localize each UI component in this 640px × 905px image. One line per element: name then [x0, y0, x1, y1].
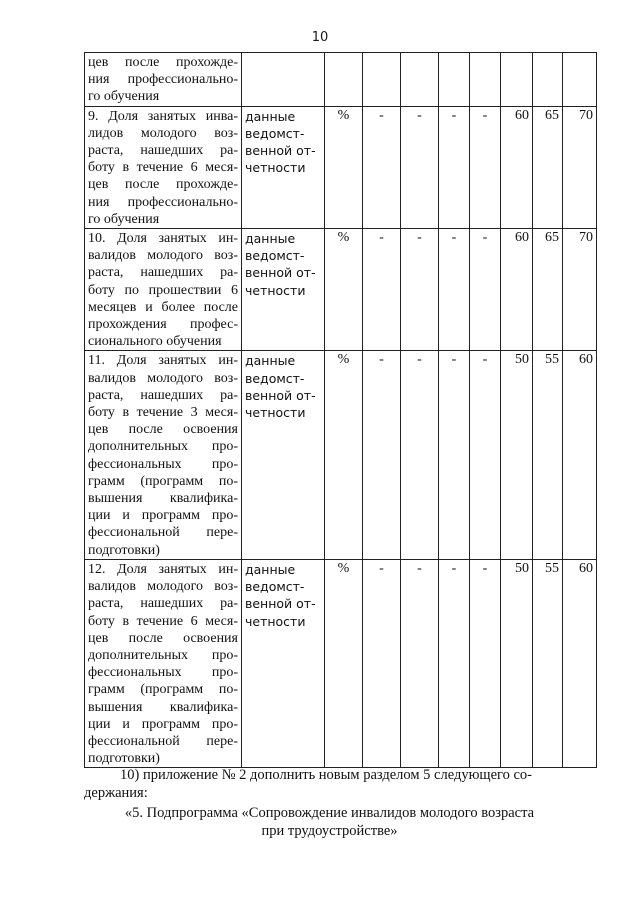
section-heading-line-1: «5. Подпрограмма «Сопровождение инвалидов молодого возраста: [124, 805, 535, 821]
dash-cell: -: [439, 229, 470, 351]
table-row: [85, 229, 597, 351]
source-cell: [242, 106, 325, 228]
dash-cell: -: [401, 559, 439, 767]
section-heading-line-2: при трудоустройстве»: [261, 823, 398, 839]
source-line: ведомст-: [245, 370, 305, 386]
source-line: ведомст-: [245, 125, 305, 141]
dash-cell: -: [470, 106, 501, 228]
source-cell: [242, 229, 325, 351]
dash-cell: -: [401, 106, 439, 228]
source-line: данные: [245, 108, 296, 124]
source-cell: [242, 559, 325, 767]
source-line: венной от-: [245, 143, 316, 159]
name-line: ния профессионально-: [88, 194, 238, 210]
dash-cell: -: [363, 559, 401, 767]
value-cell: 60: [563, 559, 597, 767]
value-cell: [363, 53, 401, 107]
name-line: вышения квалифика-: [88, 491, 238, 507]
dash-cell: -: [363, 351, 401, 559]
source-cell: [242, 53, 325, 107]
source-line: четности: [245, 613, 306, 629]
value-cell: 70: [563, 106, 597, 228]
page-number: 10: [311, 30, 329, 45]
name-line: сионального обучения: [88, 334, 222, 350]
value-cell: 50: [501, 351, 533, 559]
name-line: грамм (программ по-: [88, 473, 238, 489]
dash-cell: -: [363, 106, 401, 228]
value-cell: [501, 53, 533, 107]
value-cell: 60: [501, 229, 533, 351]
source-line: четности: [245, 160, 306, 176]
source-line: ведомст-: [245, 248, 305, 264]
indicator-name-cell: [85, 53, 242, 107]
dash-cell: -: [363, 229, 401, 351]
indicators-table: [84, 52, 597, 768]
indicator-name-cell: [85, 351, 242, 559]
source-line: ведомст-: [245, 579, 305, 595]
amendment-paragraph: [84, 766, 575, 802]
value-cell: [401, 53, 439, 107]
name-line: фессиональной пере-: [88, 733, 238, 749]
name-line: ции и программ про-: [88, 716, 238, 732]
unit-cell: %: [325, 559, 363, 767]
source-line: четности: [245, 282, 306, 298]
source-cell: [242, 351, 325, 559]
table-row: [85, 559, 597, 767]
name-line: 11. Доля занятых ин-: [88, 353, 238, 369]
name-line: фессиональных про-: [88, 665, 238, 681]
dash-cell: -: [401, 229, 439, 351]
unit-cell: %: [325, 106, 363, 228]
name-line: грамм (программ по-: [88, 682, 238, 698]
dash-cell: -: [401, 351, 439, 559]
section-heading: [84, 804, 575, 840]
name-line: цев после прохожде-: [88, 55, 238, 70]
indicator-name-cell: [85, 559, 242, 767]
value-cell: 55: [533, 559, 563, 767]
name-line: 10. Доля занятых ин-: [88, 231, 238, 247]
source-line: четности: [245, 405, 306, 421]
table-row: [85, 351, 597, 559]
name-line: прохождения профес-: [88, 317, 238, 333]
value-cell: 65: [533, 106, 563, 228]
unit-cell: %: [325, 351, 363, 559]
value-cell: 70: [563, 229, 597, 351]
source-line: данные: [245, 561, 296, 577]
table-row-fragment: [85, 53, 597, 107]
dash-cell: -: [439, 559, 470, 767]
name-line: фессиональных про-: [88, 456, 238, 472]
value-cell: 55: [533, 351, 563, 559]
dash-cell: -: [439, 106, 470, 228]
amendment-line-1: 10) приложение № 2 дополнить новым разделом 5 следующего со-: [120, 767, 533, 783]
name-line: 9. Доля занятых инва-: [88, 108, 238, 124]
name-line: боту в течение 6 меся-: [88, 160, 238, 176]
value-cell: 60: [563, 351, 597, 559]
name-line: валидов молодого воз-: [88, 248, 238, 264]
dash-cell: -: [439, 351, 470, 559]
value-cell: [563, 53, 597, 107]
name-line: го обучения: [88, 211, 160, 227]
value-cell: [533, 53, 563, 107]
value-cell: [439, 53, 470, 107]
dash-cell: -: [470, 351, 501, 559]
table-row: [85, 106, 597, 228]
source-line: данные: [245, 353, 296, 369]
value-cell: 60: [501, 106, 533, 228]
name-line: дополнительных про-: [88, 439, 238, 455]
source-line: венной от-: [245, 265, 316, 281]
name-line: раста, нашедших ра-: [88, 387, 238, 403]
name-line: месяцев и более после: [88, 299, 238, 315]
name-line: боту по прошествии 6: [88, 282, 238, 298]
name-line: валидов молодого воз-: [88, 579, 238, 595]
amendment-line-2: держания:: [84, 785, 148, 801]
name-line: валидов молодого воз-: [88, 370, 238, 386]
value-cell: 65: [533, 229, 563, 351]
indicator-name-cell: [85, 229, 242, 351]
value-cell: 50: [501, 559, 533, 767]
source-line: данные: [245, 231, 296, 247]
name-line: лидов молодого воз-: [88, 125, 238, 141]
name-line: ции и программ про-: [88, 508, 238, 524]
name-line: раста, нашедших ра-: [88, 265, 238, 281]
indicator-name-cell: [85, 106, 242, 228]
name-line: боту в течение 3 меся-: [88, 405, 238, 421]
name-line: цев после прохожде-: [88, 177, 238, 193]
name-line: дополнительных про-: [88, 647, 238, 663]
source-line: венной от-: [245, 596, 316, 612]
name-line: цев после освоения: [88, 422, 238, 438]
value-cell: [470, 53, 501, 107]
table-body: [85, 53, 597, 768]
name-line: раста, нашедших ра-: [88, 596, 238, 612]
dash-cell: -: [470, 559, 501, 767]
source-line: венной от-: [245, 387, 316, 403]
name-line: го обучения: [88, 89, 160, 105]
name-line: ния профессионально-: [88, 72, 238, 88]
name-line: подготовки): [88, 542, 160, 558]
name-line: вышения квалифика-: [88, 699, 238, 715]
dash-cell: -: [470, 229, 501, 351]
name-line: подготовки): [88, 751, 160, 767]
unit-cell: [325, 53, 363, 107]
name-line: фессиональной пере-: [88, 525, 238, 541]
name-line: 12. Доля занятых ин-: [88, 561, 238, 577]
name-line: раста, нашедших ра-: [88, 143, 238, 159]
name-line: боту в течение 6 меся-: [88, 613, 238, 629]
unit-cell: %: [325, 229, 363, 351]
name-line: цев после освоения: [88, 630, 238, 646]
